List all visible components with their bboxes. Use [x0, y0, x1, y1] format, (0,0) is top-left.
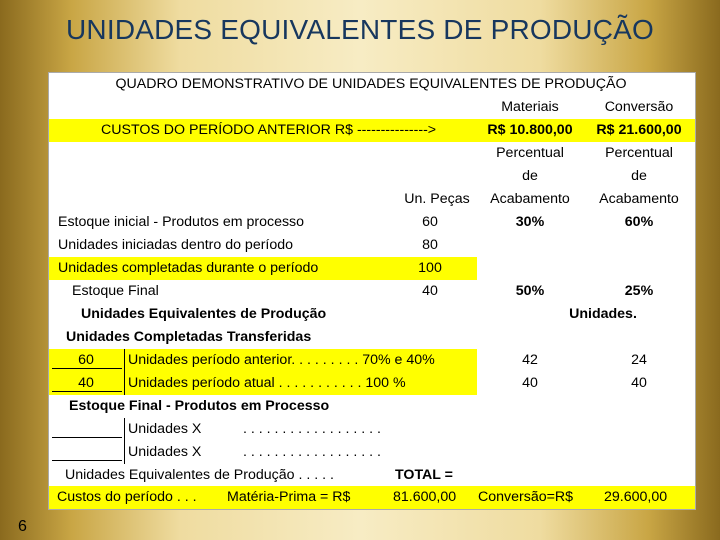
unidades-x-dots: . . . . . . . . . . . . . . . . . .: [243, 444, 381, 460]
estoque-final-row: [49, 395, 695, 418]
row-pecas: 100: [418, 260, 442, 276]
un-pecas-header: Un. Peças: [404, 191, 470, 207]
table-row: [49, 280, 695, 303]
table-row: [49, 257, 695, 280]
table-row: [49, 234, 695, 257]
custos-anterior-row: [49, 119, 695, 142]
transfer-text: Unidades período anterior. . . . . . . . . 70% e 40%: [128, 352, 435, 368]
transfer-qty: 40: [78, 375, 94, 391]
acabamento-materiais: Acabamento: [490, 191, 570, 207]
de-materiais: de: [522, 168, 538, 184]
percentual-materiais: Percentual: [496, 145, 564, 161]
row-pecas: 40: [422, 283, 438, 299]
transfer-row: [49, 372, 695, 395]
materia-prima-label: Matéria-Prima = R$: [227, 489, 351, 505]
ue-producao-row: [49, 303, 695, 326]
row-conversao: 25%: [624, 283, 654, 299]
ue-total-row: [49, 464, 695, 487]
transfer-conversao: 40: [631, 375, 647, 391]
table-heading-row: [49, 73, 695, 96]
unidades-x-row: [49, 418, 695, 441]
unidades-x-label: Unidades X: [128, 421, 202, 437]
row-materiais: 30%: [515, 214, 545, 230]
conversao-label: Conversão=R$: [478, 489, 574, 505]
page-number: 6: [18, 518, 27, 535]
row-label: Estoque inicial - Produtos em processo: [58, 214, 305, 230]
custos-anterior-conversao: R$ 21.600,00: [596, 122, 682, 138]
unidades-x-dots: . . . . . . . . . . . . . . . . . .: [243, 421, 381, 437]
transfer-qty: 60: [78, 352, 94, 368]
total-label: TOTAL =: [395, 467, 453, 483]
custos-periodo-row: [49, 486, 695, 509]
estoque-final-label: Estoque Final - Produtos em Processo: [69, 398, 330, 414]
acabamento-conversao: Acabamento: [599, 191, 679, 207]
column-header-row: [49, 96, 695, 119]
transfer-row: [49, 349, 695, 372]
transfer-materiais: 42: [522, 352, 538, 368]
slide-title: UNIDADES EQUIVALENTES DE PRODUÇÃO: [66, 14, 654, 45]
row-pecas: 80: [422, 237, 438, 253]
transfer-conversao: 24: [631, 352, 647, 368]
row-pecas: 60: [422, 214, 438, 230]
percentual-row: [49, 142, 695, 165]
unidades-x-label: Unidades X: [128, 444, 202, 460]
table-heading: QUADRO DEMONSTRATIVO DE UNIDADES EQUIVALENTES DE PRODUÇÃO: [115, 76, 627, 92]
ue-total-label: Unidades Equivalentes de Produção . . . . .: [65, 467, 334, 483]
percentual-conversao: Percentual: [605, 145, 673, 161]
col-conversao: Conversão: [604, 99, 674, 115]
row-label: Estoque Final: [72, 283, 159, 299]
table-row: [49, 211, 695, 234]
transfer-text: Unidades período atual . . . . . . . . . . . 100 %: [128, 375, 406, 391]
unidades-x-row: [49, 441, 695, 464]
production-table: [48, 72, 696, 510]
row-conversao: 60%: [624, 214, 654, 230]
custos-anterior-materiais: R$ 10.800,00: [487, 122, 573, 138]
de-conversao: de: [631, 168, 647, 184]
unidades-label: Unidades.: [569, 306, 637, 322]
col-materiais: Materiais: [501, 99, 559, 115]
row-label: Unidades completadas durante o período: [58, 260, 319, 276]
conversao-value: 29.600,00: [604, 489, 668, 505]
row-materiais: 50%: [515, 283, 545, 299]
completadas-label: Unidades Completadas Transferidas: [66, 329, 312, 345]
custos-periodo-label: Custos do período . . .: [57, 489, 197, 505]
de-row: [49, 165, 695, 188]
custos-anterior-label: CUSTOS DO PERÍODO ANTERIOR R$ --------------->: [101, 122, 437, 138]
materia-prima-value: 81.600,00: [393, 489, 457, 505]
ue-producao-label: Unidades Equivalentes de Produção: [81, 306, 327, 322]
completadas-row: [49, 326, 695, 349]
acabamento-row: [49, 188, 695, 211]
row-label: Unidades iniciadas dentro do período: [58, 237, 294, 253]
transfer-materiais: 40: [522, 375, 538, 391]
